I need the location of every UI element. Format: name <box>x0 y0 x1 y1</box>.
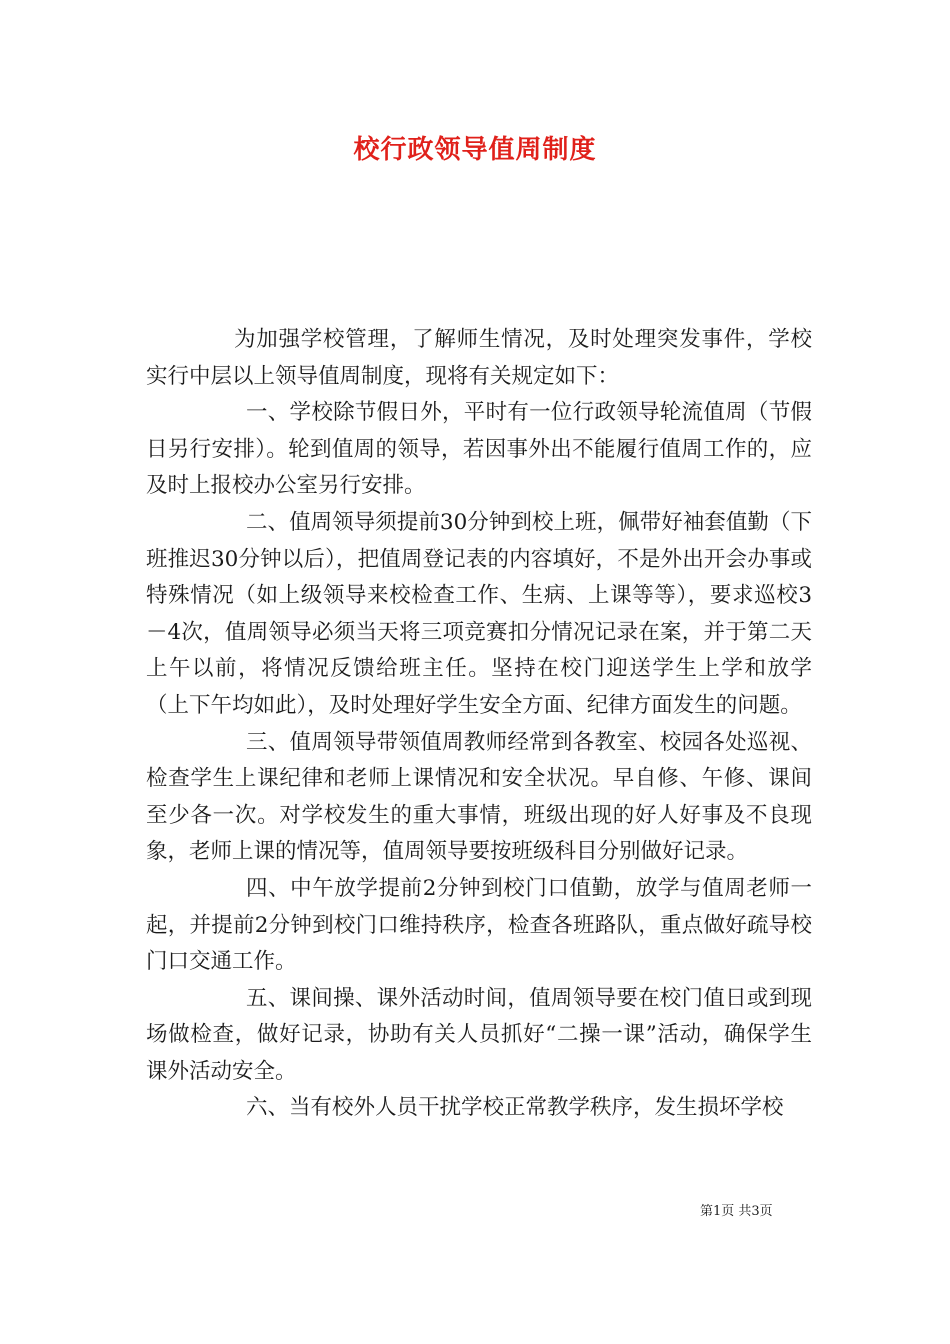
page-number-footer: 第1页 共3页 <box>700 1204 773 1219</box>
rule-paragraph-3: 三、值周领导带领值周教师经常到各教室、校园各处巡视、检查学生上课纪律和老师上课情况和安全状况。早自修、午修、课间至少各一次。对学校发生的重大事情，班级出现的好人好事及不良现象，老师上课的情况等，值周领导要按班级科目分别做好记录。 <box>146 729 812 865</box>
document-title: 校行政领导值周制度 <box>353 135 597 165</box>
rule-paragraph-4: 四、中午放学提前2分钟到校门口值勤，放学与值周老师一起，并提前2分钟到校门口维持秩序，检查各班路队，重点做好疏导校门口交通工作。 <box>146 875 812 975</box>
rule-paragraph-5: 五、课间操、课外活动时间，值周领导要在校门值日或到现场做检查，做好记录，协助有关人员抓好“二操一课”活动，确保学生课外活动安全。 <box>146 985 812 1084</box>
rule-paragraph-2: 二、值周领导须提前30分钟到校上班，佩带好袖套值勤（下班推迟30分钟以后），把值周登记表的内容填好，不是外出开会办事或特殊情况（如上级领导来校检查工作、生病、上课等等），要求巡校3－4次，值周领导必须当天将三项竞赛扣分情况记录在案，并于第二天上午以前，将情况反馈给班主任。坚持在校门迎送学生上学和放学（上下午均如此），及时处理好学生安全方面、纪律方面发生的问题。 <box>146 509 812 718</box>
document-body <box>146 322 812 1127</box>
rule-paragraph-6: 六、当有校外人员干扰学校正常教学秩序，发生损坏学校 <box>246 1095 784 1121</box>
rule-paragraph-1: 一、学校除节假日外，平时有一位行政领导轮流值周（节假日另行安排）。轮到值周的领导，若因事外出不能履行值周工作的，应及时上报校办公室另行安排。 <box>146 400 812 499</box>
intro-paragraph: 为加强学校管理，了解师生情况，及时处理突发事件，学校实行中层以上领导值周制度，现将有关规定如下： <box>146 327 812 389</box>
